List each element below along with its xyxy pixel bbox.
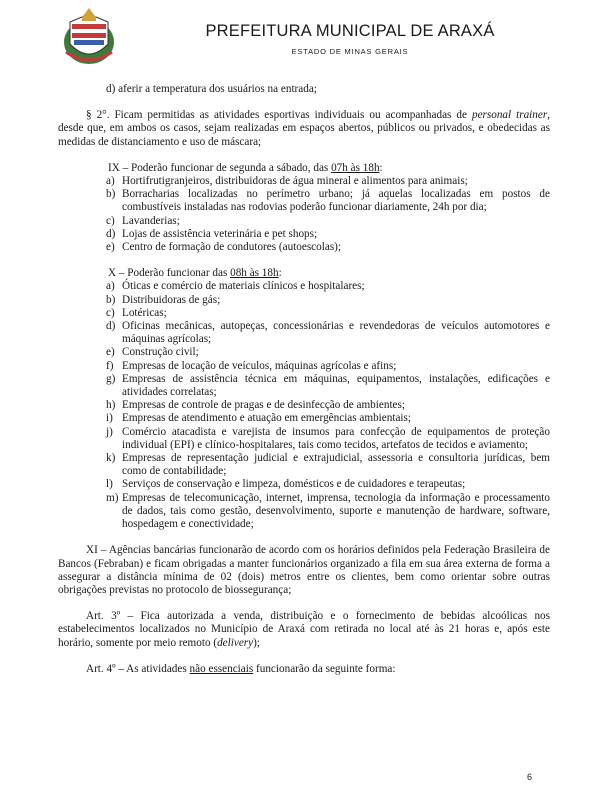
list-text: Construção civil; xyxy=(122,346,199,359)
section-ix-list xyxy=(58,175,550,254)
list-letter: m) xyxy=(106,491,119,504)
article-4-part1: Art. 4º – As atividades xyxy=(86,662,190,675)
section-x-intro: X – Poderão funcionar das xyxy=(108,267,231,280)
list-text: Lavanderias; xyxy=(122,214,180,227)
list-item xyxy=(106,280,550,293)
section-ix-hours: 07h às 18h xyxy=(331,161,380,174)
list-text: Serviços de conservação e limpeza, domésticos e de cuidadores e terapeutas; xyxy=(122,478,466,491)
list-text: Oficinas mecânicas, autopeças, concessionárias e revendedoras de veículos automotores e máquinas agrícolas; xyxy=(122,320,550,346)
list-item xyxy=(106,346,550,359)
list-text: Empresas de assistência técnica em máquinas, equipamentos, instalações, edificações e atividades correlatas; xyxy=(122,372,550,399)
list-letter: l) xyxy=(106,478,113,491)
page-number: 6 xyxy=(527,772,533,782)
list-text: Empresas de locação de veículos, máquinas agrícolas e afins; xyxy=(122,359,397,372)
list-item xyxy=(106,492,550,532)
paragraph-2-part1: § 2°. Ficam permitidas as atividades esportivas individuais ou acompanhadas de xyxy=(86,109,472,122)
list-text: Óticas e comércio de materiais clínicos e hospitalares; xyxy=(122,280,365,293)
section-ix-heading xyxy=(58,162,550,175)
list-text: Lojas de assistência veterinária e pet shops; xyxy=(122,227,318,240)
list-text: Centro de formação de condutores (autoescolas); xyxy=(122,241,342,254)
section-x-hours: 08h às 18h xyxy=(230,267,279,280)
list-letter: d) xyxy=(106,227,116,240)
section-ix-intro: IX – Poderão funcionar de segunda a sábado, das xyxy=(108,161,332,174)
list-item xyxy=(106,228,550,241)
article-3-part2: ); xyxy=(253,636,260,649)
section-x-list xyxy=(58,280,550,531)
list-text: Empresas de representação judicial e extrajudicial, assessoria e consultoria jurídicas, bem como de contabilidade; xyxy=(122,452,550,478)
list-text: Lotéricas; xyxy=(122,306,167,319)
list-item xyxy=(106,360,550,373)
list-item xyxy=(106,373,550,399)
list-item xyxy=(106,452,550,478)
list-item xyxy=(106,412,550,425)
article-4-part2: funcionarão da seguinte forma: xyxy=(253,662,396,675)
paragraph-2 xyxy=(58,109,550,149)
list-item xyxy=(106,478,550,491)
list-text: Empresas de atendimento e atuação em emergências ambientais; xyxy=(122,412,411,425)
article-4-underline: não essenciais xyxy=(189,662,254,675)
section-x-heading xyxy=(58,267,550,280)
list-letter: e) xyxy=(106,346,115,359)
list-text: Hortifrutigranjeiros, distribuidoras de água mineral e alimentos para animais; xyxy=(122,175,468,188)
list-item xyxy=(106,307,550,320)
paragraph-2-part2: , desde que, em ambos os casos, sejam realizadas em espaços abertos, públicos ou privados, e obedecidas as medidas de distanciamento e uso de máscara; xyxy=(58,109,550,148)
list-item xyxy=(106,426,550,452)
list-letter: b) xyxy=(106,188,116,201)
list-letter: a) xyxy=(106,175,115,188)
list-item xyxy=(106,320,550,346)
item-d-temperature: d) aferir a temperatura dos usuários na entrada; xyxy=(106,83,317,95)
list-item xyxy=(106,215,550,228)
paragraph-2-italic: personal trainer xyxy=(471,109,548,122)
coat-of-arms-icon xyxy=(60,8,118,68)
list-item xyxy=(106,188,550,214)
list-letter: e) xyxy=(106,241,115,254)
list-text: Distribuidoras de gás; xyxy=(122,293,221,306)
list-letter: k) xyxy=(106,452,116,465)
list-letter: g) xyxy=(106,372,116,385)
list-letter: h) xyxy=(106,399,116,412)
state-name: ESTADO DE MINAS GERAIS xyxy=(291,47,409,56)
list-item xyxy=(106,175,550,188)
article-3-paragraph xyxy=(58,610,550,650)
list-letter: b) xyxy=(106,293,116,306)
article-3-part1: Art. 3º – Fica autorizada a venda, distribuição e o fornecimento de bebidas alcoólicas nos estabelecimentos localizados no Município de Araxá com retirada no local até às 21 horas e, após este horário, somente por meio remoto ( xyxy=(58,610,550,649)
section-ix-colon: : xyxy=(379,161,383,174)
list-text: Comércio atacadista e varejista de insumos para confecção de equipamentos de proteção individual (EPI) e clínico-hospitalares, tais como tecidos, artefatos de tecidos e aviamento; xyxy=(122,425,550,451)
organization-name: PREFEITURA MUNICIPAL DE ARAXÁ xyxy=(205,22,495,40)
list-letter: a) xyxy=(106,280,115,293)
list-text: Empresas de controle de pragas e de desinfecção de ambientes; xyxy=(122,399,405,412)
page-header xyxy=(0,0,606,70)
list-item xyxy=(106,241,550,254)
list-letter: d) xyxy=(106,320,116,333)
list-text: Empresas de telecomunicação, internet, imprensa, tecnologia da informação e processamento de dados, tais como gestão, desenvolvimento, suporte e manutenção de hardware, software, hospedagem e conectividade; xyxy=(122,491,550,531)
list-text: Borracharias localizadas no perímetro urbano; já aquelas localizadas em postos de combustíveis instaladas nas rodovias poderão funcionar diariamente, 24h por dia; xyxy=(122,188,550,214)
section-xi-paragraph: XI – Agências bancárias funcionarão de acordo com os horários definidos pela Federação Brasileira de Bancos (Febraban) e ficam obrigadas a manter funcionários organizado a fila em sua área externa de forma a assegurar a distância mínima de 02 (dois) metros entre os clientes, bem como orientar sobre outras obrigações previstas no protocolo de biossegurança; xyxy=(58,544,550,596)
list-letter: c) xyxy=(106,214,115,227)
section-x-colon: : xyxy=(278,267,282,280)
list-letter: i) xyxy=(106,412,113,425)
list-letter: f) xyxy=(106,359,114,372)
document-body xyxy=(58,83,550,676)
article-4-paragraph xyxy=(58,663,550,676)
list-item xyxy=(106,294,550,307)
list-item xyxy=(106,399,550,412)
article-3-italic: delivery xyxy=(217,636,254,649)
list-letter: j) xyxy=(106,425,113,438)
list-letter: c) xyxy=(106,306,115,319)
